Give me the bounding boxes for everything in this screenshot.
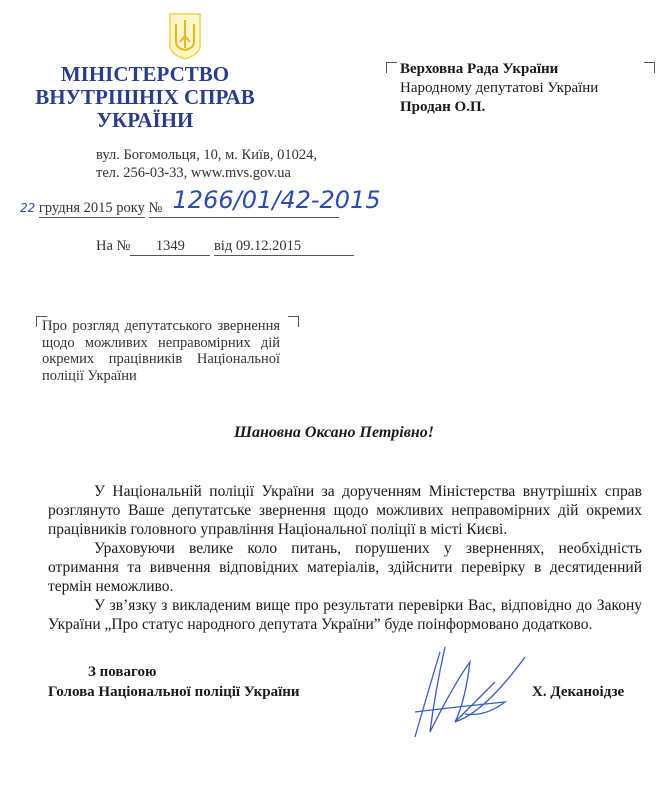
paragraph: У Національній поліції України за дорученням Міністерства внутрішніх справ розглянуто Ваше депутатське звернення щодо можливих неправомірних дій окремих працівників головного управління Національної поліції в місті Києві. [48,483,642,538]
recipient-name: Продан О.П. [400,99,486,115]
number-handwritten: 1266/01/42-2015 [172,186,381,214]
from-label: від [214,238,233,254]
reply-date-field [214,238,354,256]
ministry-line: УКРАЇНИ [96,108,194,132]
bracket-corner [644,62,655,73]
contacts: тел. 256-03-33, www.mvs.gov.ua [96,165,291,181]
signer-name: Х. Деканоідзе [532,684,625,700]
date-text: грудня 2015 року [38,200,145,216]
address: вул. Богомольця, 10, м. Київ, 01024, [96,147,317,163]
bracket-corner [386,62,397,73]
reply-date: 09.12.2015 [235,238,302,254]
number-field [148,186,381,218]
recipient-org: Верховна Рада України [400,61,559,77]
letter-content [48,482,642,702]
day-handwritten: 22 [20,201,36,215]
recipient-title: Народному депутатові України [400,80,599,96]
reply-label: На № [96,238,131,254]
paragraph: У зв’язку з викладеним вище про результати перевірки Вас, відповідно до Закону України „Про статус народного депутата України” буде поінформовано додатково. [48,597,642,633]
registration-line [20,186,381,218]
letter-body [48,482,642,634]
ministry-name [0,63,290,132]
subject: Про розгляд депутатського звернення щодо можливих неправомірних дій окремих працівників Національної поліції України [42,318,280,384]
address-block [96,146,317,182]
paragraph: Ураховуючи велике коло питань, порушених у зверненнях, необхідність отримання та вивчення відповідних матеріалів, здійснити перевірку в десятиденний термін неможливо. [48,540,642,595]
reply-number: 1349 [130,238,210,256]
salutation: Шановна Оксано Петрівно! [233,424,435,441]
reply-line [96,238,354,256]
bracket-corner [288,316,299,327]
number-label: № [148,200,163,216]
recipient-block [400,60,598,117]
ministry-line: ВНУТРІШНІХ СПРАВ [35,85,255,109]
ministry-line: МІНІСТЕРСТВО [60,62,230,86]
trident-emblem-icon [168,12,202,60]
closing: З повагою [88,664,157,680]
signature-block [48,662,642,702]
handwritten-signature [395,642,535,746]
signer-position: Голова Національної поліції України [48,684,300,700]
